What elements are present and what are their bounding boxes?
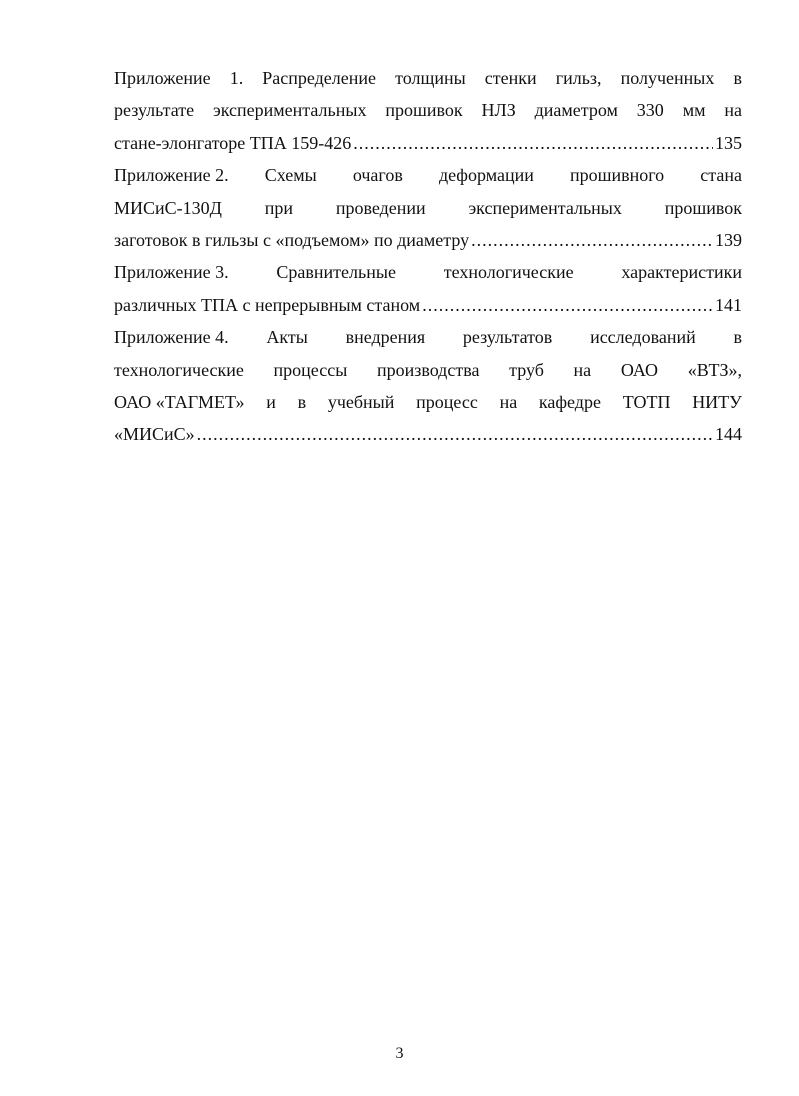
- word: технологические: [443, 262, 574, 283]
- dot-leader: [471, 224, 713, 256]
- word: 330: [636, 100, 664, 121]
- word: результатов: [462, 327, 553, 348]
- word: НИТУ: [692, 391, 742, 412]
- toc-entry-appendix-3[interactable]: [114, 256, 742, 321]
- dot-leader: [422, 289, 713, 321]
- word: процесс: [416, 391, 478, 412]
- word: исследований: [590, 327, 696, 348]
- toc-entry-appendix-1[interactable]: [114, 62, 742, 159]
- toc-entry-last-line: заготовок в гильзы с «подъемом» по диаметру: [114, 229, 470, 250]
- word: толщины: [395, 68, 466, 88]
- word: Схемы: [264, 165, 317, 186]
- word: диаметром: [534, 100, 618, 121]
- word: Акты: [266, 327, 308, 348]
- word: ТОТП: [622, 391, 671, 412]
- word: прошивок: [664, 197, 742, 218]
- word: МИСиС-130Д: [114, 197, 222, 218]
- toc-page-number: 144: [715, 424, 742, 445]
- toc-line: [114, 386, 742, 418]
- word: на: [573, 359, 592, 380]
- word: Приложение 4.: [114, 327, 229, 348]
- toc-page-number: 135: [715, 132, 742, 153]
- word: и: [266, 391, 276, 412]
- toc-entry-last-line: различных ТПА с непрерывным станом: [114, 294, 421, 315]
- word: ОАО: [620, 359, 659, 380]
- word: полученных: [620, 68, 715, 88]
- word: «ВТЗ»,: [687, 359, 742, 380]
- word: прошивок: [385, 100, 463, 121]
- word: стенки: [484, 68, 537, 88]
- word: в: [733, 327, 742, 348]
- word: процессы: [273, 359, 348, 380]
- word: ОАО «ТАГМЕТ»: [114, 391, 245, 412]
- word: гильз,: [555, 68, 602, 88]
- toc-line: [114, 62, 742, 94]
- word: НЛЗ: [481, 100, 516, 121]
- toc-line: [114, 321, 742, 353]
- word: внедрения: [345, 327, 426, 348]
- word: при: [264, 197, 293, 218]
- word: технологические: [114, 359, 244, 380]
- table-of-contents: [114, 62, 742, 451]
- word: труб: [509, 359, 544, 380]
- word: Сравнительные: [276, 262, 396, 283]
- toc-page-number: 139: [715, 229, 742, 250]
- toc-line: [114, 159, 742, 191]
- word: учебный: [327, 391, 395, 412]
- toc-line: [114, 94, 742, 126]
- word: деформации: [438, 165, 534, 186]
- toc-line: [114, 256, 742, 288]
- word: очагов: [352, 165, 403, 186]
- word: 1.: [229, 68, 244, 88]
- word: в: [297, 391, 307, 412]
- dot-leader: [353, 127, 713, 159]
- word: прошивного: [569, 165, 665, 186]
- toc-line: [114, 192, 742, 224]
- word: мм: [682, 100, 706, 121]
- toc-leader-line: [114, 127, 742, 159]
- toc-entry-appendix-4[interactable]: [114, 321, 742, 451]
- word: Распределение: [262, 68, 377, 88]
- toc-leader-line: [114, 418, 742, 450]
- word: характеристики: [621, 262, 742, 283]
- word: в: [733, 68, 742, 88]
- word: производства: [376, 359, 480, 380]
- word: экспериментальных: [468, 197, 622, 218]
- toc-leader-line: [114, 224, 742, 256]
- word: стана: [700, 165, 742, 186]
- toc-entry-last-line: «МИСиС»: [114, 424, 195, 445]
- word: на: [724, 100, 742, 121]
- word: Приложение 3.: [114, 262, 229, 283]
- toc-page-number: 141: [715, 294, 742, 315]
- toc-entry-last-line: стане-элонгаторе ТПА 159-426: [114, 132, 352, 153]
- toc-leader-line: [114, 289, 742, 321]
- word: результате: [114, 100, 195, 121]
- word: проведении: [335, 197, 426, 218]
- toc-entry-appendix-2[interactable]: [114, 159, 742, 256]
- toc-line: [114, 354, 742, 386]
- word: Приложение 2.: [114, 165, 229, 186]
- word: Приложение: [114, 68, 211, 88]
- dot-leader: [197, 418, 713, 450]
- word: экспериментальных: [213, 100, 367, 121]
- word: кафедре: [538, 391, 601, 412]
- page-number: 3: [395, 1045, 404, 1062]
- word: на: [499, 391, 518, 412]
